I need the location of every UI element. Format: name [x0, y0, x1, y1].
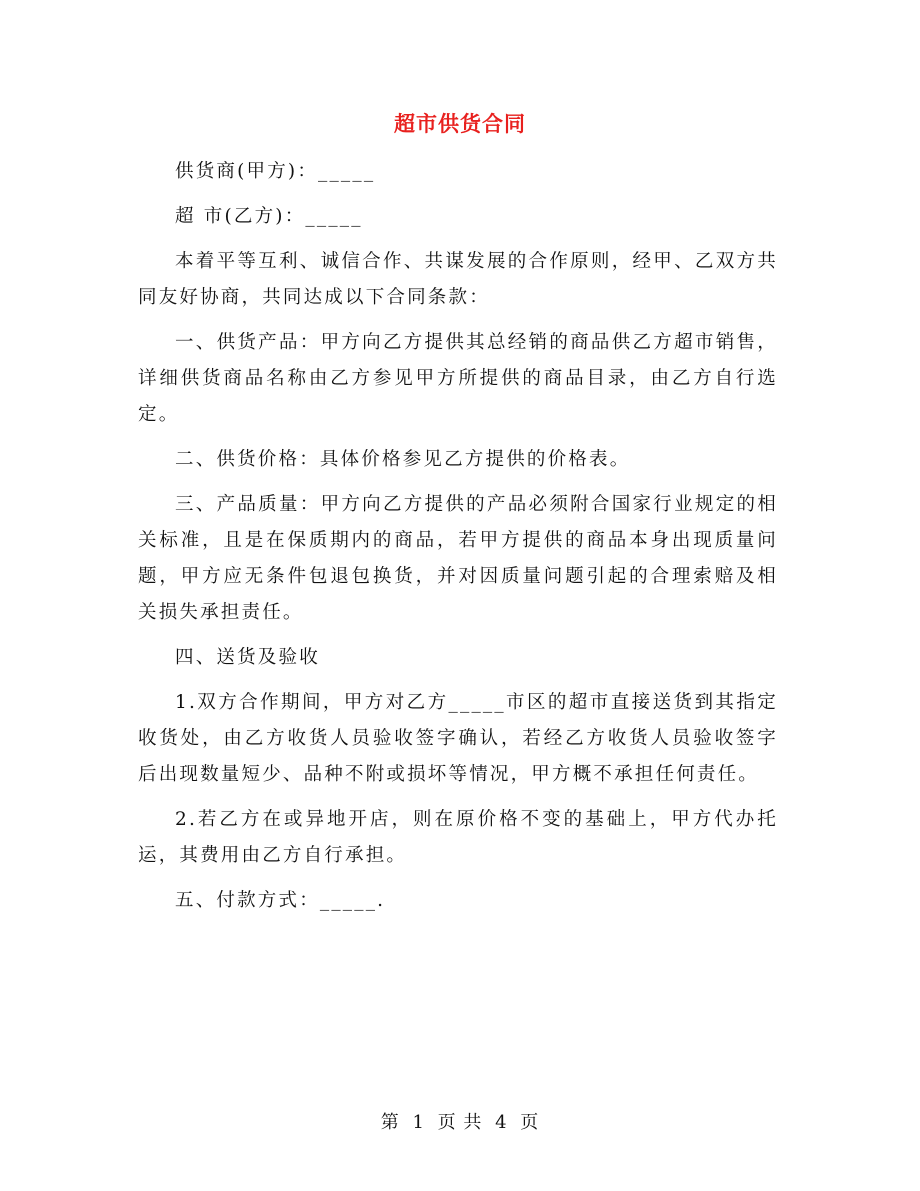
document-title: 超市供货合同	[394, 111, 526, 136]
supplier-party-line: 供货商(甲方)：_____	[175, 161, 376, 182]
page-number: 1	[412, 1112, 425, 1133]
clause-delivery-heading: 四、送货及验收	[175, 647, 320, 668]
clause-supply-price: 二、供货价格：具体价格参见乙方提供的价格表。	[175, 449, 631, 470]
page-label-suffix: 页	[520, 1112, 540, 1133]
preamble-paragraph: 本着平等互利、诚信合作、共谋发展的合作原则，经甲、乙双方共同友好协商，共同达成以下合同条款：	[138, 251, 778, 308]
page-label-mid: 页 共	[437, 1112, 483, 1133]
total-pages: 4	[495, 1112, 508, 1133]
clause-payment-method: 五、付款方式：_____.	[175, 890, 386, 911]
clause-delivery-item-1: 1.双方合作期间，甲方对乙方_____市区的超市直接送货到其指定收货处，由乙方收货人员验收签字确认，若经乙方收货人员验收签字后出现数量短少、品种不附或损坏等情况，甲方概不承担任何责任。	[138, 692, 778, 785]
page-footer	[0, 1108, 920, 1134]
document-body	[138, 154, 778, 928]
clause-supply-products: 一、供货产品：甲方向乙方提供其总经销的商品供乙方超市销售，详细供货商品名称由乙方参见甲方所提供的商品目录，由乙方自行选定。	[138, 332, 778, 425]
supermarket-party-line: 超 市(乙方)：_____	[175, 206, 363, 227]
clause-delivery-item-2: 2.若乙方在或异地开店，则在原价格不变的基础上，甲方代办托运，其费用由乙方自行承担。	[138, 809, 778, 866]
clause-product-quality: 三、产品质量：甲方向乙方提供的产品必须附合国家行业规定的相关标准，且是在保质期内的商品，若甲方提供的商品本身出现质量问题，甲方应无条件包退包换货，并对因质量问题引起的合理索赔及相关损失承担责任。	[138, 494, 778, 623]
page-label-prefix: 第	[380, 1112, 400, 1133]
